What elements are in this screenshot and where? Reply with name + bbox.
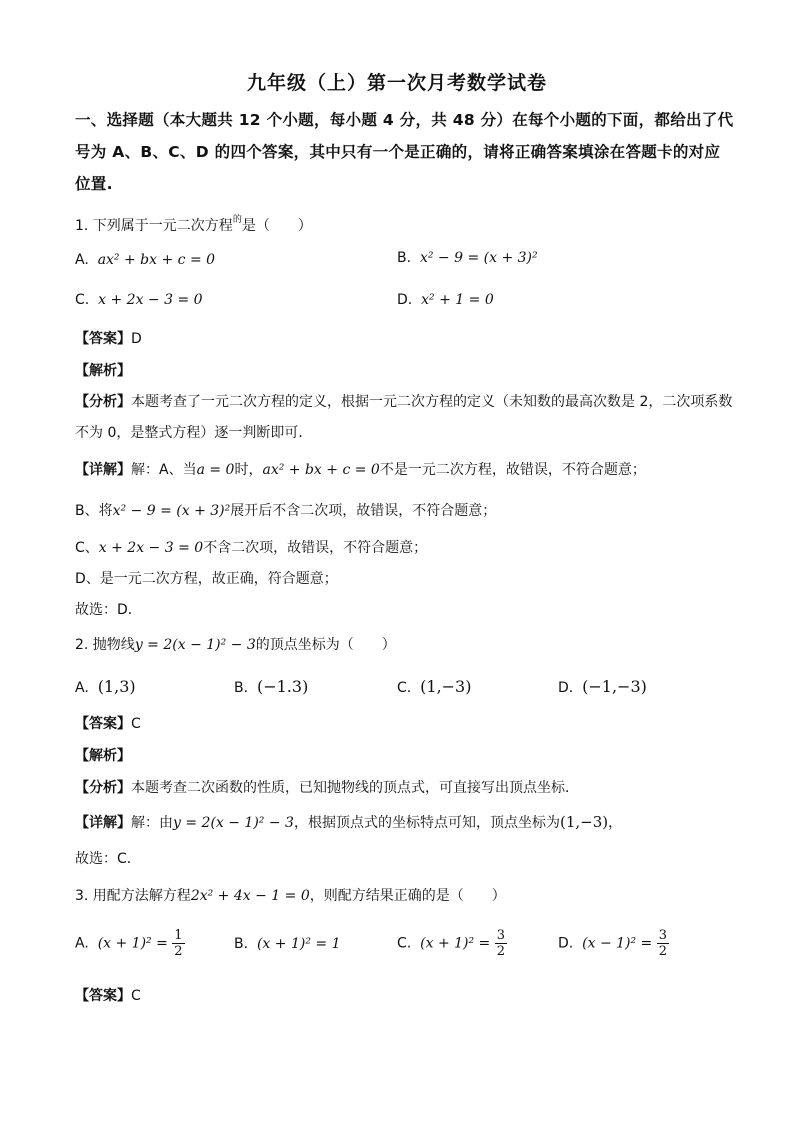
q1-analysis-tag: 【解析】 [75,363,131,379]
q1-choose: 故选：D． [75,602,142,618]
q3-answer: 【答案】C [75,988,141,1004]
q1-answer: 【答案】D [75,331,142,347]
q3-option-b: B. (x + 1)² = 1 [234,936,341,952]
page-title: 九年级（上）第一次月考数学试卷 [246,72,547,94]
q1-stem-mark: 的 [232,215,242,225]
q2-option-c: C. (1,−3) [397,677,472,696]
q2-fenxi: 【分析】本题考查二次函数的性质，已知抛物线的顶点式，可直接写出顶点坐标． [75,780,579,796]
q3-option-c-fraction: $\frac{3}{2}$ [496,928,506,959]
q1-detail-c: C、x + 2x − 3 = 0不含二次项，故错误，不符合题意； [75,540,428,556]
q3-option-d-fraction: $\frac{3}{2}$ [658,928,668,959]
q1-option-c: C. x + 2x − 3 = 0 [75,292,203,308]
q1-option-a: A. ax² + bx + c = 0 [75,252,216,268]
q2-choose: 故选：C． [75,851,141,867]
section-heading-line-3: 位置. [75,175,113,193]
q2-answer: 【答案】C [75,716,141,732]
q3-option-a: A. (x + 1)² = $\frac{1}{2}$ [75,928,183,959]
section-heading-line-2: 号为 A、B、C、D 的四个答案，其中只有一个是正确的，请将正确答案填涂在答题卡的对应 [75,143,721,161]
q2-option-b: B. (−1.3) [234,677,309,696]
q3-option-c: C. (x + 1)² = $\frac{3}{2}$ [397,928,506,959]
q2-option-d: D. (−1,−3) [558,677,647,696]
q1-detail-a: 【详解】解：A、当a = 0时，ax² + bx + c = 0不是一元二次方程，故错误，不符合题意； [75,462,646,478]
q3-stem: 3. 用配方法解方程2x² + 4x − 1 = 0，则配方结果正确的是（ ） [75,888,506,904]
q1-option-b: B. x² − 9 = (x + 3)² [397,250,538,266]
q3-option-d: D. (x − 1)² = $\frac{3}{2}$ [558,928,668,959]
q2-stem: 2. 抛物线y = 2(x − 1)² − 3的顶点坐标为（ ） [75,637,396,653]
q2-option-a: A. (1,3) [75,677,136,696]
q1-detail-b: B、将x² − 9 = (x + 3)²展开后不含二次项，故错误，不符合题意； [75,503,497,519]
q2-analysis-tag: 【解析】 [75,748,131,764]
q3-option-a-fraction: $\frac{1}{2}$ [174,928,183,959]
q2-detail: 【详解】解：由y = 2(x − 1)² − 3，根据顶点式的坐标特点可知，顶点坐标为(1,−3)， [75,813,623,831]
q1-detail-d: D、是一元二次方程，故正确，符合题意； [75,571,338,587]
q1-option-d: D. x² + 1 = 0 [397,292,494,308]
q1-fenxi-line-2: 不为 0，是整式方程）逐一判断即可． [75,425,313,441]
section-heading-line-1: 一、选择题（本大题共 12 个小题，每小题 4 分，共 48 分）在每个小题的下面，都给出了代 [75,111,734,129]
q1-stem: 1. 下列属于一元二次方程$^的$是（ ） [75,215,312,234]
q1-fenxi-line-1: 【分析】本题考查了一元二次方程的定义，根据一元二次方程的定义（未知数的最高次数是 2，二次项系数 [75,394,733,410]
